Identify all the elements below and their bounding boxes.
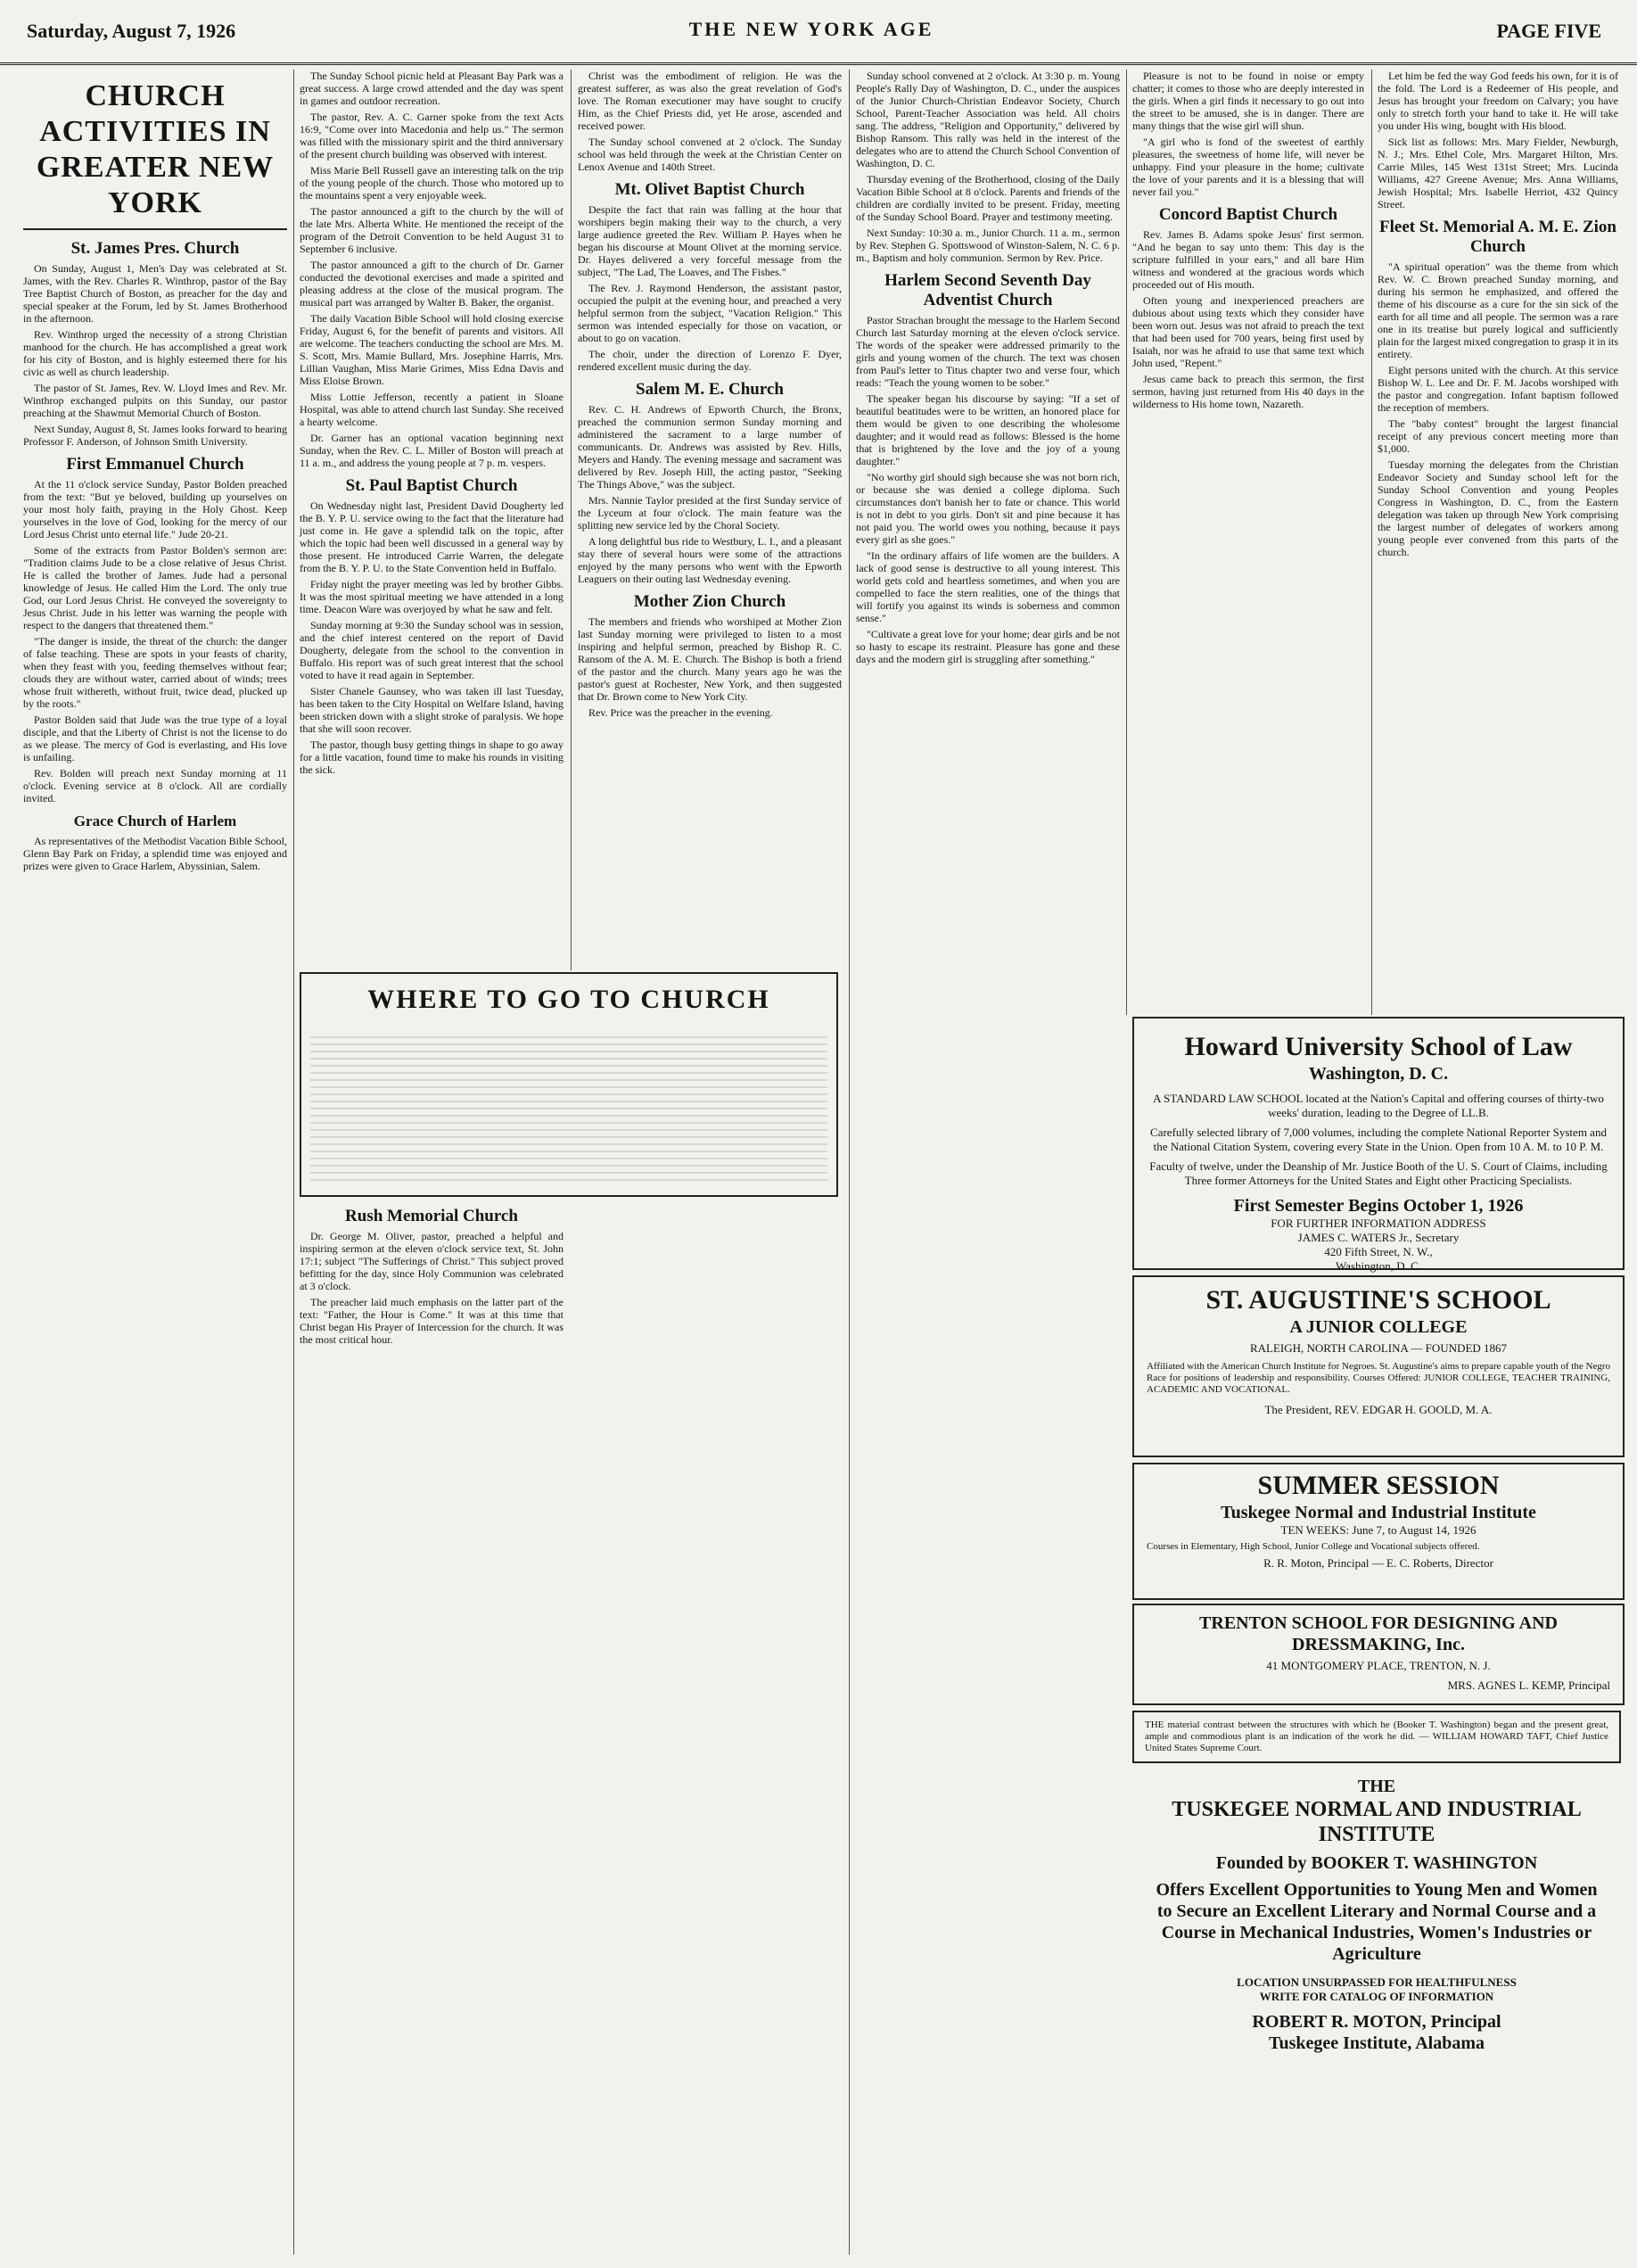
ad-place: RALEIGH, NORTH CAROLINA — FOUNDED 1867 bbox=[1249, 1341, 1508, 1355]
article-paragraph: "The danger is inside, the threat of the church: the danger of false teaching. These are spots in your feasts of charity, when they feast with you, feeding themselves without fear; clouds they are without water, carried about of winds; trees whose fruit withereth, without fruit, twice dead, plucked up by the roots." bbox=[23, 635, 287, 710]
article-paragraph: Miss Lottie Jefferson, recently a patient in Sloane Hospital, was able to attend church last Sunday. She received a hearty welcome. bbox=[300, 391, 563, 428]
ad-semester: First Semester Begins October 1, 1926 bbox=[1233, 1196, 1524, 1216]
article-heading: Salem M. E. Church bbox=[636, 380, 784, 399]
howard-law-ad bbox=[1132, 1017, 1625, 1273]
article-paragraph: The Sunday school convened at 2 o'clock. The Sunday school was held through the week at the Christian Center on Lenox Avenue and 140th Street. bbox=[578, 136, 842, 173]
article-heading: Rush Memorial Church bbox=[345, 1207, 518, 1225]
article-paragraph: The pastor, though busy getting things in shape to go away for a little vacation, found time to make his rounds in visiting the sick. bbox=[300, 738, 563, 776]
article-paragraph: Often young and inexperienced preachers are dubious about using texts which they consider have been worn out. Jesus was not afraid to preach the text that had been used for 700 years, being first used by Isaiah, nor was he afraid to use that same text which John used, "Repent." bbox=[1132, 294, 1364, 369]
page-number: PAGE FIVE bbox=[1496, 20, 1601, 42]
article-paragraph: Rev. Bolden will preach next Sunday morning at 11 o'clock. Evening service at 8 o'clock. All are cordially invited. bbox=[23, 767, 287, 804]
article-paragraph: On Wednesday night last, President David Dougherty led the B. Y. P. U. service owing to the fact that the literature had just come in. He gave a splendid talk on the topic, after which the topic had been well discussed in a general way by those present. He introduced Carrie Warren, the delegate from the B. Y. P. U. to the State Convention held in Buffalo. bbox=[300, 499, 563, 574]
article-paragraph: As representatives of the Methodist Vacation Bible School, Glenn Bay Park on Friday, a splendid time was enjoyed and prizes were given to Grace Harlem, Abyssinian, Salem. bbox=[23, 835, 287, 872]
article-paragraph: The preacher laid much emphasis on the latter part of the text: "Father, the Hour is Come." It was at this time that Christ began His Prayer of Intercession for the church. It was the most critical hour. bbox=[300, 1296, 563, 1346]
ad-offer: Offers Excellent Opportunities to Young Men and Women to Secure an Excellent Literary and Normal Course and a Course in Mechanical Industries, Women's Industries or Agriculture bbox=[1156, 1880, 1598, 1964]
article-paragraph: The pastor, Rev. A. C. Garner spoke from the text Acts 16:9, "Come over into Macedonia and help us." The sermon was filled with the missionary spirit and the third anniversary of the present church building was observed with interest. bbox=[300, 111, 563, 161]
column-3 bbox=[578, 70, 842, 1042]
column-4 bbox=[856, 70, 1120, 2255]
article-paragraph: The speaker began his discourse by saying: "If a set of beautiful beatitudes were to be written, an honored place for them would be given to one describing the wholesome daughter; and it would read as follows: Blessed is the home that is brightened by the love and the joy of a young daughter." bbox=[856, 392, 1120, 467]
column-rule bbox=[849, 70, 850, 2255]
ad-location: Washington, D. C. bbox=[1308, 1064, 1449, 1084]
summer-session-ad bbox=[1132, 1463, 1625, 1600]
ad-text: Faculty of twelve, under the Deanship of Mr. Justice Booth of the U. S. Court of Claims, including Three former Attorneys for the United States and Eight other Practicing Specialists. bbox=[1149, 1159, 1608, 1187]
article-paragraph: "A girl who is fond of the sweetest of earthly pleasures, the sweetness of home life, will never be unhappy. Find your pleasure in the home; cultivate the love of your parents and it is a blessing that will never fail you." bbox=[1132, 136, 1364, 198]
article-heading: St. James Pres. Church bbox=[70, 239, 240, 258]
article-paragraph: Next Sunday: 10:30 a. m., Junior Church. 11 a. m., sermon by Rev. Stephen G. Spottswood of Winston-Salem, N. C. 6 p. m., Baptism and holy communion. Sermon by Rev. Price. bbox=[856, 227, 1120, 264]
article-paragraph: Pastor Strachan brought the message to the Harlem Second Church last Saturday morning at the eleven o'clock service. The words of the speaker were addressed primarily to the girls and young women of the church. The text was chosen from Paul's letter to Titus chapter two and verse four, which reads: "Teach the young women to be sober." bbox=[856, 314, 1120, 389]
ad-place: Tuskegee Institute, Alabama bbox=[1268, 2033, 1485, 2053]
article-paragraph: Sister Chanele Gaunsey, who was taken ill last Tuesday, has been taken to the City Hospital on Welfare Island, having been stricken down with a slight stroke of paralysis. We hope that she will soon recover. bbox=[300, 685, 563, 735]
ad-quote: THE material contrast between the structures with which he (Booker T. Washington) began and the present great, ample and commodious plant is an indication of the work he did. — WILLIAM HOWARD TAFT, Chief Justice United States Supreme Court. bbox=[1132, 1711, 1621, 1763]
ad-text: A STANDARD LAW SCHOOL located at the Nation's Capital and offering courses of thirty-two weeks' duration, leading to the Degree of LL.B. bbox=[1153, 1092, 1604, 1119]
article-paragraph: Eight persons united with the church. At this service Bishop W. L. Lee and Dr. F. M. Jacobs worshiped with the pastor and congregation. Infant baptism followed the reception of members. bbox=[1378, 364, 1618, 414]
trenton-school-ad bbox=[1132, 1604, 1625, 1705]
column-2-lower bbox=[300, 1200, 563, 2261]
article-paragraph: "No worthy girl should sigh because she was not born rich, or because she was denied a college diploma. Such circumstances don't banish her to fate or chance. This world is not in debt to you girls. Don't sit and pine because it has not paid you. The world owes you nothing, because it pays every girl as she goes." bbox=[856, 471, 1120, 546]
ad-address: 41 MONTGOMERY PLACE, TRENTON, N. J. bbox=[1266, 1659, 1491, 1672]
column-rule bbox=[1371, 70, 1372, 1015]
article-heading: Harlem Second Seventh Day Adventist Church bbox=[884, 271, 1091, 309]
article-paragraph: The "baby contest" brought the largest financial receipt of any previous concert meeting more than $1,000. bbox=[1378, 417, 1618, 455]
ad-sign: R. R. Moton, Principal — E. C. Roberts, Director bbox=[1263, 1556, 1493, 1570]
article-paragraph: The Sunday School picnic held at Pleasant Bay Park was a great success. A large crowd attended and the day was spent in games and outdoor recreation. bbox=[300, 70, 563, 107]
ad-title: Howard University School of Law bbox=[1184, 1032, 1573, 1061]
article-paragraph: A long delightful bus ride to Westbury, L. I., and a pleasant stay there of several hours were some of the attractions enjoyed by the many persons who went with the Epworth Leaguers on their outing last Wednesday evening. bbox=[578, 535, 842, 585]
ad-address: Washington, D. C. bbox=[1335, 1259, 1422, 1273]
ad-subtitle: Tuskegee Normal and Industrial Institute bbox=[1221, 1503, 1536, 1522]
article-paragraph: The pastor announced a gift to the church by the will of the late Mrs. Alberta White. He mentioned the receipt of the program of the Detroit Convention to be held August 31 to September 6 inclusive. bbox=[300, 205, 563, 255]
article-paragraph: The daily Vacation Bible School will hold closing exercise Friday, August 6, for the benefit of parents and visitors. All are welcome. The teachers conducting the school are Mrs. M. S. Scott, Mrs. Mamie Bullard, Mrs. Josephine Harris, Mrs. Lillian Vaughan, Miss Marie Grimes, Miss Edna Davis and Miss Eloise Brown. bbox=[300, 312, 563, 387]
article-heading: St. Paul Baptist Church bbox=[345, 476, 518, 495]
article-paragraph: Rev. James B. Adams spoke Jesus' first sermon. "And he began to say unto them: This day is the scripture fulfilled in your ears," and all bare Him witness and wondered at the gracious words which proceeded out of His mouth. bbox=[1132, 228, 1364, 291]
article-paragraph: Jesus came back to preach this sermon, the first sermon, having just returned from His 40 days in the wilderness to His home town, Nazareth. bbox=[1132, 373, 1364, 410]
article-paragraph: Rev. Winthrop urged the necessity of a strong Christian manhood for the church. He has accomplished a great work for his city of Boston, and is highly esteemed there for his civic as well as church leadership. bbox=[23, 328, 287, 378]
article-paragraph: "Cultivate a great love for your home; dear girls and be not so hasty to escape its restraint. Pleasure has gone and these days and the modern girl is struggling after something." bbox=[856, 628, 1120, 665]
article-paragraph: Miss Marie Bell Russell gave an interesting talk on the trip of the young people of the church. Those who motored up to the mountains spent a very enjoyable week. bbox=[300, 164, 563, 202]
article-paragraph: The members and friends who worshiped at Mother Zion last Sunday morning were privileged to listen to a most inspiring and helpful sermon, preached by Bishop R. C. Ransom of the A. M. E. Church. The Bishop is both a friend of the pastor and the church. Many years ago he was the pastor's guest at Rochester, New York, and then suggested that Dr. Brown come to New York City. bbox=[578, 615, 842, 703]
ad-dates: TEN WEEKS: June 7, to August 14, 1926 bbox=[1280, 1523, 1477, 1537]
ad-info: FOR FURTHER INFORMATION ADDRESS bbox=[1271, 1216, 1486, 1230]
article-heading: Mother Zion Church bbox=[633, 592, 786, 611]
article-paragraph: "In the ordinary affairs of life women are the builders. A lack of good sense is destructive to all young interest. This world gets cold and heartless sometimes, and when you are compelled to face the stern realities, one of the things that will fortify you against its winds is soberness and common sense." bbox=[856, 549, 1120, 624]
ad-text: Courses in Elementary, High School, Junior College and Vocational subjects offered. bbox=[1147, 1541, 1480, 1552]
ad-title: TUSKEGEE NORMAL AND INDUSTRIAL INSTITUTE bbox=[1172, 1798, 1582, 1846]
article-heading: Concord Baptist Church bbox=[1158, 205, 1338, 224]
ad-text: Affiliated with the American Church Institute for Negroes. St. Augustine's aims to prepare capable youth of the Negro Race for positions of leadership and responsibility. Courses Offered: JUNIOR COLLEGE, TEACHER TRAINING, ACADEMIC AND VOCATIONAL. bbox=[1147, 1361, 1610, 1395]
article-paragraph: Sunday morning at 9:30 the Sunday school was in session, and the chief interest centered on the report of David Dougherty, delegate from the school to the convention in Buffalo. His report was of such great interest that the school voted to have it read again in September. bbox=[300, 619, 563, 681]
column-2 bbox=[300, 70, 563, 1042]
church-directory bbox=[300, 972, 838, 1197]
page-title: CHURCH ACTIVITIES IN GREATER NEW YORK bbox=[23, 78, 287, 230]
article-paragraph: Sunday school convened at 2 o'clock. At 3:30 p. m. Young People's Rally Day of Washington, D. C., under the auspices of the Junior Church-Christian Endeavor Society, Church School, Parent-Teacher Association was held. All choirs sang. The address, "Religion and Opportunity," delivered by Bishop Ransom. This rally was held in the interest of the delegates who are to attend the Church School Convention of Washington, D. C. bbox=[856, 70, 1120, 169]
masthead bbox=[0, 0, 1637, 65]
ad-contact: JAMES C. WATERS Jr., Secretary bbox=[1297, 1231, 1460, 1244]
article-paragraph: Dr. Garner has an optional vacation beginning next Sunday, when the Rev. C. L. Miller of Boston will preach at 11 a. m., and address the young people at 7 p. m. vespers. bbox=[300, 432, 563, 469]
article-paragraph: Rev. Price was the preacher in the evening. bbox=[588, 706, 773, 719]
article-paragraph: "A spiritual operation" was the theme from which Rev. W. C. Brown preached Sunday morning, and during his sermon he emphasized, and offered the theme of his discourse as a cure for the sin sick of the earth for all time and all people. The sermon was a rare one in its treatise but purely logical and sufficiently plain for the largest mixed congregation to grasp it in its entirety. bbox=[1378, 260, 1618, 360]
article-paragraph: Next Sunday, August 8, St. James looks forward to hearing Professor F. Anderson, of Johnson Smith University. bbox=[23, 423, 287, 448]
article-heading: First Emmanuel Church bbox=[66, 455, 244, 474]
church-directory-listings bbox=[310, 1031, 827, 1183]
ad-sign: ROBERT R. MOTON, Principal bbox=[1252, 2012, 1501, 2032]
article-paragraph: At the 11 o'clock service Sunday, Pastor Bolden preached from the text: "But ye beloved, building up yourselves on your most holy faith, praying in the Holy Ghost. Keep yourselves in the love of God, looking for the mercy of our Lord Jesus Christ unto eternal life." Jude 20-21. bbox=[23, 478, 287, 540]
article-paragraph: The pastor of St. James, Rev. W. Lloyd Imes and Rev. Mr. Winthrop exchanged pulpits on this Sunday, our pastor preaching at the Shawmut Memorial Church of Boston. bbox=[23, 382, 287, 419]
ad-location: LOCATION UNSURPASSED FOR HEALTHFULNESS bbox=[1237, 1975, 1517, 1989]
ad-sign: MRS. AGNES L. KEMP, Principal bbox=[1447, 1678, 1610, 1692]
ad-title: TRENTON SCHOOL FOR DESIGNING AND DRESSMAKING, Inc. bbox=[1199, 1613, 1558, 1654]
ad-write: WRITE FOR CATALOG OF INFORMATION bbox=[1259, 1990, 1494, 2003]
ad-subtitle: A JUNIOR COLLEGE bbox=[1289, 1317, 1468, 1337]
article-paragraph: The pastor announced a gift to the church of Dr. Garner conducted the devotional exercises and made a spirited and pleasing address at the close of the musical program. The musical part was arranged by Walter B. Baker, the organist. bbox=[300, 259, 563, 309]
article-paragraph: Dr. George M. Oliver, pastor, preached a helpful and inspiring sermon at the eleven o'clock service text, St. John 17:1; subject "The Sufferings of Christ." This subject proved befitting for the day, since Holy Communion was celebrated at 3 o'clock. bbox=[300, 1230, 563, 1292]
column-5 bbox=[1132, 70, 1364, 1077]
article-paragraph: Despite the fact that rain was falling at the hour that worshipers begin making their way to the church, a very large audience greeted the Rev. William P. Hayes when he began his discourse at Mount Olivet at the morning service. Dr. Hayes delivered a very forceful message from the subject, "The Lad, The Loaves, and The Fishes." bbox=[578, 203, 842, 278]
article-paragraph: The Rev. J. Raymond Henderson, the assistant pastor, occupied the pulpit at the evening hour, and preached a very helpful sermon from the subject, "Vacation Religion." This sermon was intended especially for those on vacation, or about to go on vacation. bbox=[578, 282, 842, 344]
article-paragraph: On Sunday, August 1, Men's Day was celebrated at St. James, with the Rev. Charles R. Winthrop, pastor of the Bay Tree Baptist Church of Boston, as preacher for the day and special speaker at the Forum, led by St. James Brotherhood in the afternoon. bbox=[23, 262, 287, 325]
ad-text: Carefully selected library of 7,000 volumes, including the complete National Reporter System and the National Citation System, covering every State in the Union. Open from 10 A. M. to 10 P. M. bbox=[1150, 1126, 1607, 1153]
ad-founded: Founded by BOOKER T. WASHINGTON bbox=[1215, 1853, 1538, 1873]
article-paragraph: Rev. C. H. Andrews of Epworth Church, the Bronx, preached the communion sermon Sunday morning and administered the sacrament to a large number of communicants. Dr. Andrews was assisted by Rev. Hills, Meyers and Handy. The evening message and sacrament was delivered by Rev. Joseph Hill, the acting pastor, "Seeking The Things Above," was the subject. bbox=[578, 403, 842, 491]
column-rule bbox=[1126, 70, 1127, 1015]
church-directory-title: WHERE TO GO TO CHURCH bbox=[367, 985, 770, 1014]
article-paragraph: Pleasure is not to be found in noise or empty chatter; it comes to those who are deeply interested in the girls. When a girl finds it necessary to go out into the street to be amused, she is in danger. There are many things that the wise girl will shun. bbox=[1132, 70, 1364, 132]
column-1 bbox=[23, 70, 287, 2255]
issue-date: Saturday, August 7, 1926 bbox=[27, 20, 236, 42]
st-augustine-ad bbox=[1132, 1275, 1625, 1457]
ad-president: The President, REV. EDGAR H. GOOLD, M. A. bbox=[1264, 1403, 1493, 1416]
article-paragraph: Christ was the embodiment of religion. He was the greatest sufferer, as was also the great revelation of God's love. The Roman executioner may have sought to crucify Him, as the Chief Priests did, yet He arose, ascended and received power. bbox=[578, 70, 842, 132]
column-rule bbox=[293, 70, 294, 2255]
article-paragraph: The choir, under the direction of Lorenzo F. Dyer, rendered excellent music during the day. bbox=[578, 348, 842, 373]
column-rule bbox=[571, 70, 572, 970]
ad-address: 420 Fifth Street, N. W., bbox=[1324, 1245, 1433, 1258]
article-paragraph: Some of the extracts from Pastor Bolden's sermon are: "Tradition claims Jude to be a close relative of Jesus Christ. He is called the brother of James. Jude had a personal knowledge of Jesus. He called Him the Lord. The only true God, our Lord Jesus Christ. He conveyed the sovereignty to Jesus Christ. Jude in his letter was warning the people with respect to the dangers that threatened them." bbox=[23, 544, 287, 631]
ad-the: THE bbox=[1357, 1777, 1396, 1796]
article-heading: Mt. Olivet Baptist Church bbox=[614, 180, 805, 199]
article-paragraph: Pastor Bolden said that Jude was the true type of a loyal disciple, and that the Liberty of Christ is not the license to do as we please. The mercy of God is everlasting, and His love is unfailing. bbox=[23, 713, 287, 763]
article-paragraph: Let him be fed the way God feeds his own, for it is of the fold. The Lord is a Redeemer of His people, and Jesus has brought your freedom on Calvary; you have only to stretch forth your hand to take it. He will take you under His wing, bought with His blood. bbox=[1378, 70, 1618, 132]
ad-title: ST. AUGUSTINE'S SCHOOL bbox=[1205, 1285, 1551, 1315]
ad-title: SUMMER SESSION bbox=[1257, 1471, 1500, 1500]
article-paragraph: Sick list as follows: Mrs. Mary Fielder, Newburgh, N. J.; Mrs. Ethel Cole, Mrs. Margaret Hilton, Mrs. Carrie Miles, 145 West 131st Street; Mrs. Lucinda Williams, 427 Greene Avenue; Mrs. Anna Williams, Jewish Hospital; Mrs. Isabelle Herriot, 432 Quincy Street. bbox=[1378, 136, 1618, 210]
column-6 bbox=[1378, 70, 1618, 1077]
article-paragraph: Tuesday morning the delegates from the Christian Endeavor Society and Sunday school left for the Sunday School Convention and young Peoples Congress in Washington, D. C., from the Eastern delegation was taken up through New York comprising the largest number of delegates of workers among young people ever convened from this parts of the church. bbox=[1378, 458, 1618, 558]
article-heading: Fleet St. Memorial A. M. E. Zion Church bbox=[1379, 218, 1616, 256]
article-paragraph: Mrs. Nannie Taylor presided at the first Sunday service of the Lyceum at four o'clock. The main feature was the splitting new service led by the Choral Society. bbox=[578, 494, 842, 532]
article-heading: Grace Church of Harlem bbox=[73, 812, 237, 829]
article-paragraph: Friday night the prayer meeting was led by brother Gibbs. It was the most spiritual meeting we have attended in a long time. Deacon Ware was overjoyed by what he saw and felt. bbox=[300, 578, 563, 615]
paper-name: THE NEW YORK AGE bbox=[688, 18, 934, 40]
article-paragraph: Thursday evening of the Brotherhood, closing of the Daily Vacation Bible School at 8 o'clock. Parents and friends of the children are cordially invited to be present. Friday, meeting of the Sunday School Board. Prayer and testimony meeting. bbox=[856, 173, 1120, 223]
tuskegee-ad bbox=[1132, 1711, 1621, 2264]
